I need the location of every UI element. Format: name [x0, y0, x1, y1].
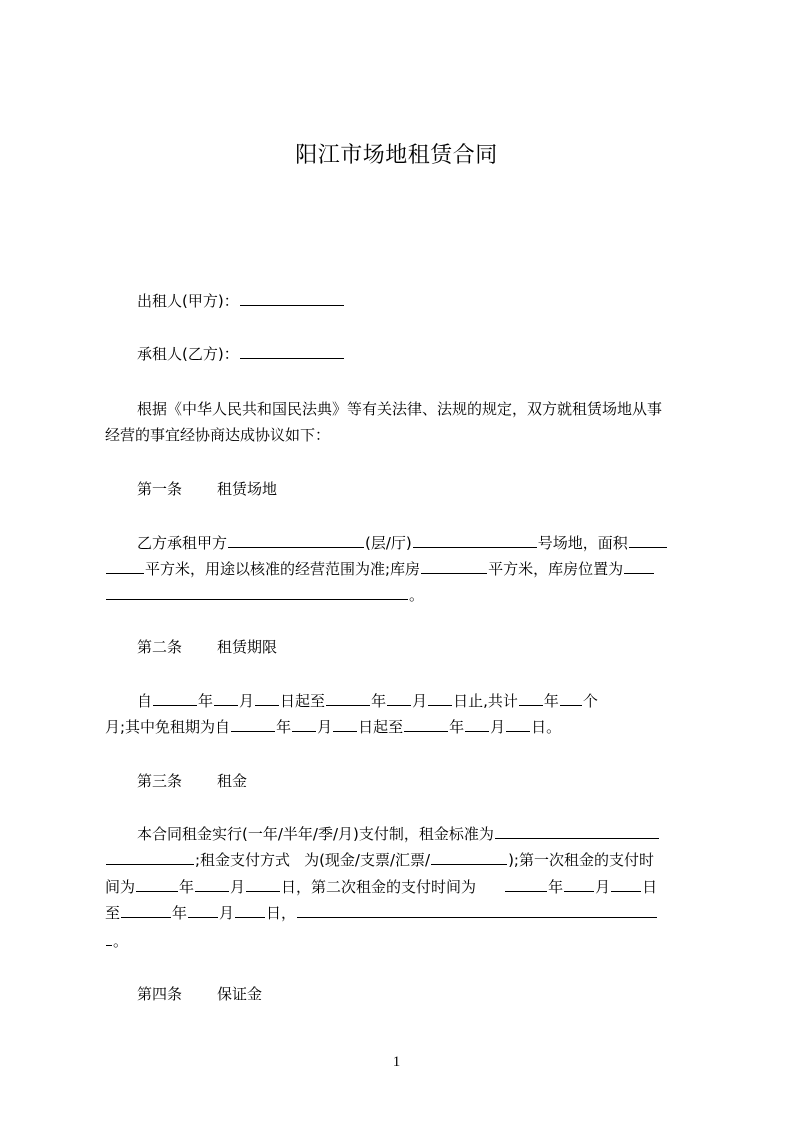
free-start-month-blank	[292, 717, 316, 732]
text-segment: 日，	[266, 904, 297, 922]
payment-note-blank-cont	[106, 931, 112, 946]
total-months-blank	[560, 691, 582, 706]
text-segment: 年	[543, 692, 559, 710]
article-number: 第四条	[137, 985, 183, 1003]
floor-blank	[228, 533, 364, 548]
first-pay-year-blank	[136, 877, 178, 892]
text-segment: 月	[230, 878, 246, 896]
article-2-line-2	[105, 716, 705, 738]
text-segment: 号场地，面积	[537, 534, 628, 552]
text-segment: 月;其中免租期为自	[105, 718, 231, 736]
first-pay-month-blank	[195, 877, 229, 892]
text-segment: 本合同租金实行(一年/半年/季/月)支付制，租金标准为	[137, 825, 494, 843]
article-1-line-2	[105, 558, 705, 580]
party-a-line	[105, 290, 737, 312]
text-segment: 自	[137, 692, 153, 710]
second-pay-to-day-blank	[235, 903, 265, 918]
free-end-year-blank	[404, 717, 448, 732]
rent-standard-blank-cont	[106, 850, 194, 865]
text-segment: 日，第二次租金的支付时间为	[281, 878, 477, 896]
article-3-heading	[105, 770, 737, 792]
payment-note-blank	[297, 903, 657, 918]
party-b-line	[105, 343, 737, 365]
article-3-line-3	[105, 876, 705, 898]
article-2-heading	[105, 636, 737, 658]
text-segment: 月	[239, 692, 255, 710]
end-day-blank	[428, 691, 452, 706]
article-3-line-4	[105, 902, 705, 924]
text-segment: 。	[113, 932, 129, 950]
page-number: 1	[392, 1054, 401, 1070]
storage-area-blank	[421, 559, 487, 574]
area-blank-cont	[106, 559, 144, 574]
rent-standard-blank	[495, 824, 659, 839]
text-segment: 日止,共计	[453, 692, 518, 710]
second-pay-day-blank	[611, 877, 641, 892]
second-pay-to-month-blank	[188, 903, 218, 918]
text-segment: 日	[642, 878, 658, 896]
text-segment: 年	[179, 878, 195, 896]
party-a-label: 出租人(甲方)：	[137, 292, 239, 310]
text-segment: 乙方承租甲方	[137, 534, 228, 552]
party-a-blank	[240, 291, 344, 306]
article-1-heading	[105, 478, 737, 500]
text-segment: 日起至	[358, 718, 404, 736]
article-number: 第三条	[137, 772, 183, 790]
preamble-line-2: 经营的事宜经协商达成协议如下：	[105, 426, 331, 444]
article-1-line-3	[105, 584, 705, 606]
start-day-blank	[255, 691, 279, 706]
free-start-year-blank	[231, 717, 275, 732]
text-segment: 个	[582, 692, 598, 710]
text-segment: 平方米，用途以核准的经营范围为准;库房	[145, 560, 421, 578]
total-years-blank	[519, 691, 543, 706]
second-pay-month-blank	[564, 877, 594, 892]
article-number: 第二条	[137, 638, 183, 656]
site-number-blank	[413, 533, 537, 548]
article-3-line-1	[105, 823, 737, 845]
text-segment: 为(现金/支票/汇票/	[304, 851, 431, 869]
article-title: 租赁期限	[217, 638, 278, 656]
text-segment: ;租金支付方式	[195, 851, 291, 869]
storage-location-blank	[624, 559, 654, 574]
article-title: 租金	[217, 772, 248, 790]
text-segment: 年	[276, 718, 292, 736]
text-segment: );第一次租金的支付时	[508, 851, 654, 869]
text-segment: 月	[317, 718, 333, 736]
article-4-heading	[105, 983, 737, 1005]
text-segment: 年	[548, 878, 564, 896]
free-start-day-blank	[333, 717, 357, 732]
text-segment: 日。	[531, 718, 562, 736]
party-b-label: 承租人(乙方)：	[137, 345, 239, 363]
article-number: 第一条	[137, 480, 183, 498]
text-segment: 月	[490, 718, 506, 736]
article-1-line-1	[105, 532, 737, 554]
end-year-blank	[326, 691, 370, 706]
article-title: 租赁场地	[217, 480, 278, 498]
text-segment: 年	[449, 718, 465, 736]
area-blank	[629, 533, 667, 548]
party-b-blank	[240, 344, 344, 359]
text-segment: 年	[172, 904, 188, 922]
text-segment: 。	[409, 586, 425, 604]
free-end-day-blank	[506, 717, 530, 732]
article-3-line-5	[105, 930, 705, 952]
text-segment: 至	[105, 904, 121, 922]
start-month-blank	[214, 691, 238, 706]
article-title: 保证金	[217, 985, 263, 1003]
text-segment: 日起至	[280, 692, 326, 710]
article-2-line-1	[105, 690, 737, 712]
text-segment: 间为	[105, 878, 136, 896]
text-segment: (层/厅)	[365, 534, 412, 552]
payment-method-blank	[431, 850, 507, 865]
second-pay-to-year-blank	[121, 903, 171, 918]
end-month-blank	[387, 691, 411, 706]
text-segment: 月	[219, 904, 235, 922]
free-end-month-blank	[465, 717, 489, 732]
text-segment: 年	[371, 692, 387, 710]
text-segment: 月	[412, 692, 428, 710]
article-3-line-2	[105, 849, 705, 871]
text-segment: 月	[595, 878, 611, 896]
document-title: 阳江市场地租赁合同	[295, 143, 498, 168]
first-pay-day-blank	[246, 877, 280, 892]
text-segment: 平方米，库房位置为	[488, 560, 624, 578]
text-segment: 年	[198, 692, 214, 710]
storage-location-blank-cont	[106, 585, 408, 600]
start-year-blank	[153, 691, 197, 706]
second-pay-year-blank	[505, 877, 547, 892]
preamble-line-1: 根据《中华人民共和国民法典》等有关法律、法规的规定，双方就租赁场地从事	[137, 400, 663, 418]
